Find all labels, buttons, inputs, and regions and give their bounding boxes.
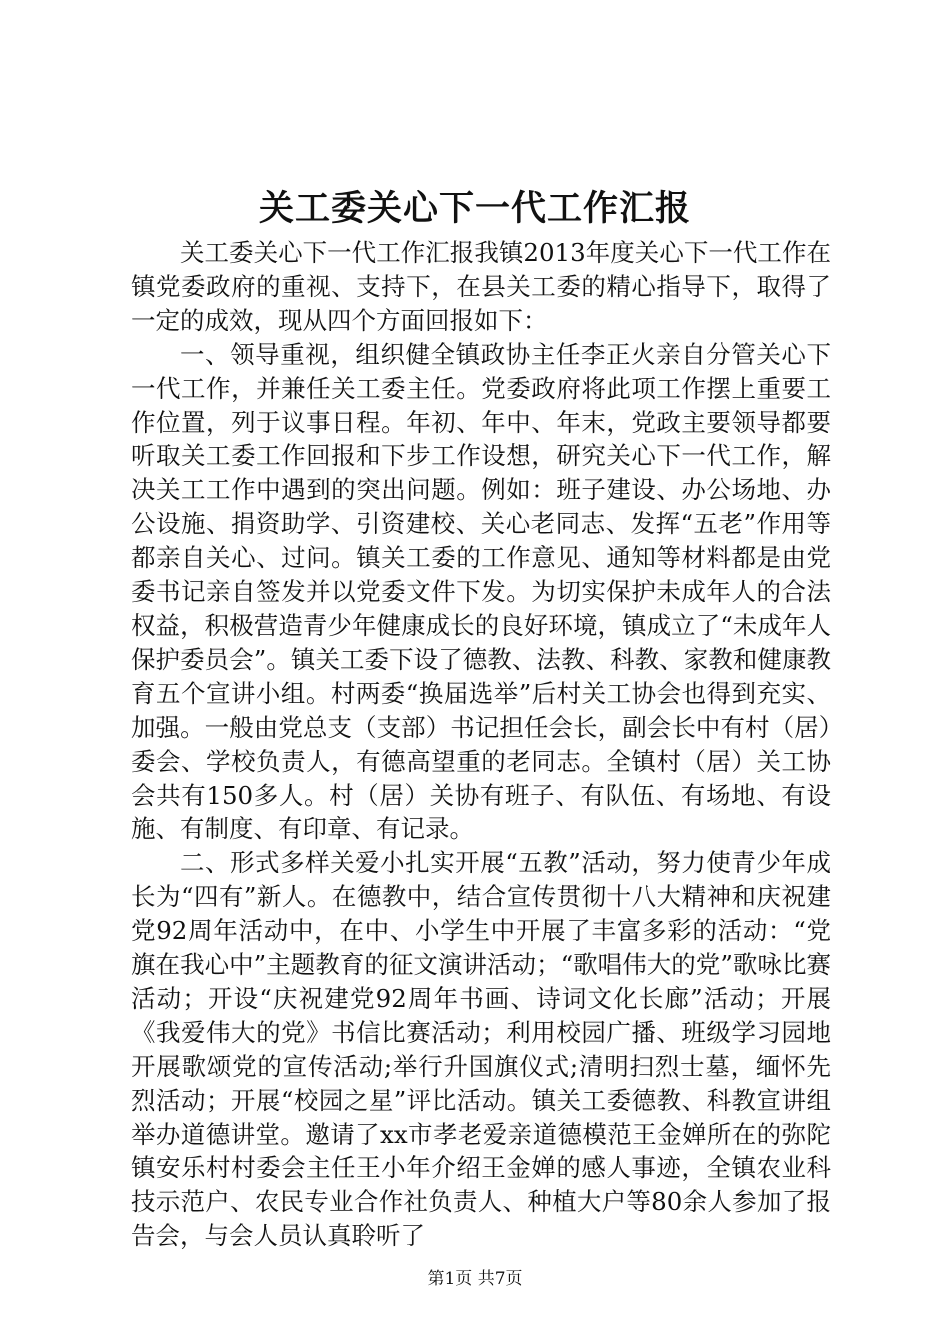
document-title: 关工委关心下一代工作汇报 — [258, 188, 691, 229]
paragraph-section-two: 二、形式多样关爱小扎实开展“五教”活动，努力使青少年成长为“四有”新人。在德教中，结合宣传贯彻十八大精神和庆祝建党92周年活动中，在中、小学生中开展了丰富多彩的活动：“党旗在我心中”主题教育的征文演讲活动；“歌唱伟大的党”歌咏比赛活动；开设“庆祝建党92周年书画、诗词文化长廊”活动；开展《我爱伟大的党》书信比赛活动；利用校园广播、班级学习园地开展歌颂党的宣传活动;举行升国旗仪式;清明扫烈士墓，缅怀先烈活动；开展“校园之星”评比活动。镇关工委德教、科教宣讲组举办道德讲堂。邀请了xx市孝老爱亲道德模范王金婵所在的弥陀镇安乐村村委会主任王小年介绍王金婵的感人事迹，全镇农业科技示范户、农民专业合作社负责人、种植大户等80余人参加了报告会，与会人员认真聆听了 — [131, 848, 831, 1251]
document-body — [131, 236, 831, 1253]
paragraph-intro: 关工委关心下一代工作汇报我镇2013年度关心下一代工作在镇党委政府的重视、支持下，在县关工委的精心指导下，取得了一定的成效，现从四个方面回报如下： — [131, 238, 831, 335]
page-number-footer: 第1页 共7页 — [427, 1269, 523, 1289]
paragraph-section-one: 一、领导重视，组织健全镇政协主任李正火亲自分管关心下一代工作，并兼任关工委主任。党委政府将此项工作摆上重要工作位置，列于议事日程。年初、年中、年末，党政主要领导都要听取关工委工作回报和下步工作设想，研究关心下一代工作，解决关工工作中遇到的突出问题。例如：班子建设、办公场地、办公设施、捐资助学、引资建校、关心老同志、发挥“五老”作用等都亲自关心、过问。镇关工委的工作意见、通知等材料都是由党委书记亲自签发并以党委文件下发。为切实保护未成年人的合法权益，积极营造青少年健康成长的良好环境，镇成立了“未成年人保护委员会”。镇关工委下设了德教、法教、科教、家教和健康教育五个宣讲小组。村两委“换届选举”后村关工协会也得到充实、加强。一般由党总支（支部）书记担任会长，副会长中有村（居）委会、学校负责人，有德高望重的老同志。全镇村（居）关工协会共有150多人。村（居）关协有班子、有队伍、有场地、有设施、有制度、有印章、有记录。 — [131, 339, 831, 844]
